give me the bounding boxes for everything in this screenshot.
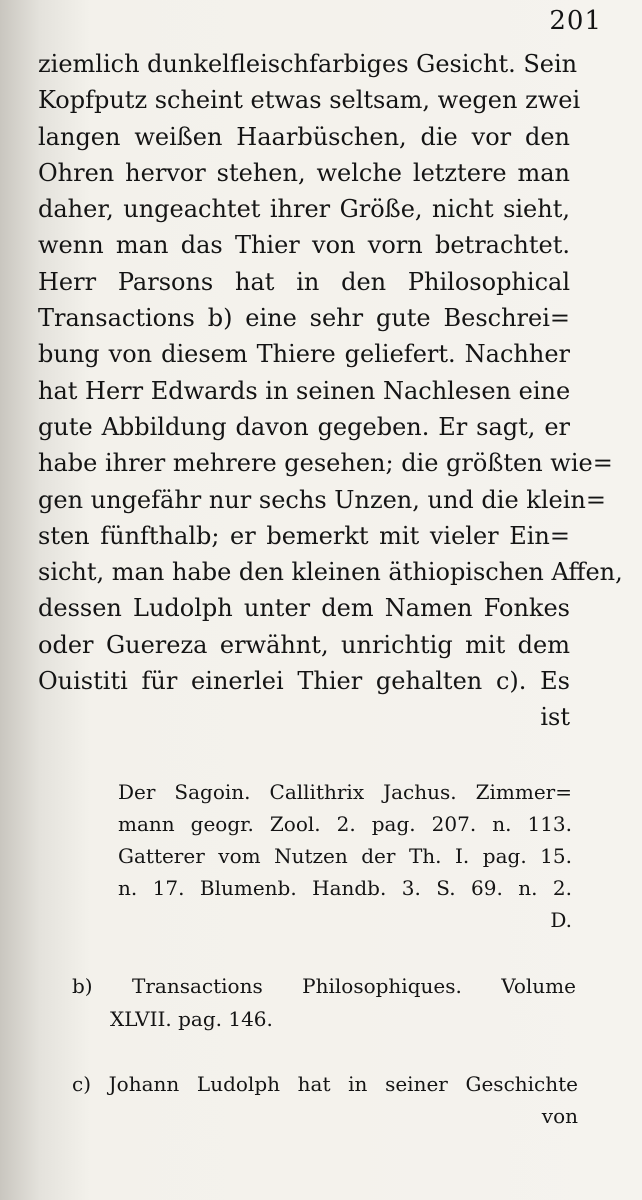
text-line: Ohren hervor stehen, welche letztere man	[38, 158, 570, 187]
text-line: gen ungefähr nur sechs Unzen, und die klein=	[38, 485, 606, 514]
main-text	[38, 46, 623, 736]
text-line: habe ihrer mehrere gesehen; die größten wie=	[38, 449, 613, 478]
text-line: daher, ungeachtet ihrer Größe, nicht sieht,	[38, 195, 570, 224]
text-line: Kopfputz scheint etwas seltsam, wegen zwei	[38, 86, 581, 115]
text-line: oder Guereza erwähnt, unrichtig mit dem	[38, 630, 570, 659]
text-line: Ouistiti für einerlei Thier gehalten c). Es	[38, 667, 570, 696]
footnote-line: mann geogr. Zool. 2. pag. 207. n. 113.	[118, 812, 572, 836]
footnote-a	[118, 776, 572, 936]
text-line: Transactions b) eine sehr gute Beschrei=	[38, 304, 570, 333]
catchword: ist	[540, 703, 570, 732]
footnote-line: n. 17. Blumenb. Handb. 3. S. 69. n. 2.	[118, 876, 572, 900]
text-line: langen weißen Haarbüschen, die vor den	[38, 122, 570, 151]
text-line: gute Abbildung davon gegeben. Er sagt, er	[38, 412, 570, 441]
footnote-line: Der Sagoin. Callithrix Jachus. Zimmer=	[118, 780, 572, 804]
text-line: sicht, man habe den kleinen äthiopischen Affen,	[38, 558, 623, 587]
page-number: 201	[549, 6, 602, 36]
text-line: sten fünfthalb; er bemerkt mit vieler Ein=	[38, 521, 570, 550]
footnote-line: XLVII. pag. 146.	[110, 1007, 273, 1031]
text-line: wenn man das Thier von vorn betrachtet.	[38, 231, 570, 260]
footnote-line: c) Johann Ludolph hat in seiner Geschichte	[72, 1072, 578, 1096]
text-line: ziemlich dunkelfleischfarbiges Gesicht. Sein	[38, 50, 578, 78]
text-line: Herr Parsons hat in den Philosophical	[38, 267, 570, 296]
text-line: hat Herr Edwards in seinen Nachlesen eine	[38, 376, 571, 405]
footnote-signature: D.	[550, 908, 572, 932]
text-line: dessen Ludolph unter dem Namen Fonkes	[38, 594, 570, 623]
text-line: bung von diesem Thiere geliefert. Nachher	[38, 340, 570, 369]
catchword: von	[541, 1104, 578, 1128]
footnote-c	[72, 1068, 578, 1132]
footnote-b	[72, 970, 576, 1036]
footnote-line: Gatterer vom Nutzen der Th. I. pag. 15.	[118, 844, 572, 868]
footnote-line: b) Transactions Philosophiques. Volume	[72, 974, 576, 998]
